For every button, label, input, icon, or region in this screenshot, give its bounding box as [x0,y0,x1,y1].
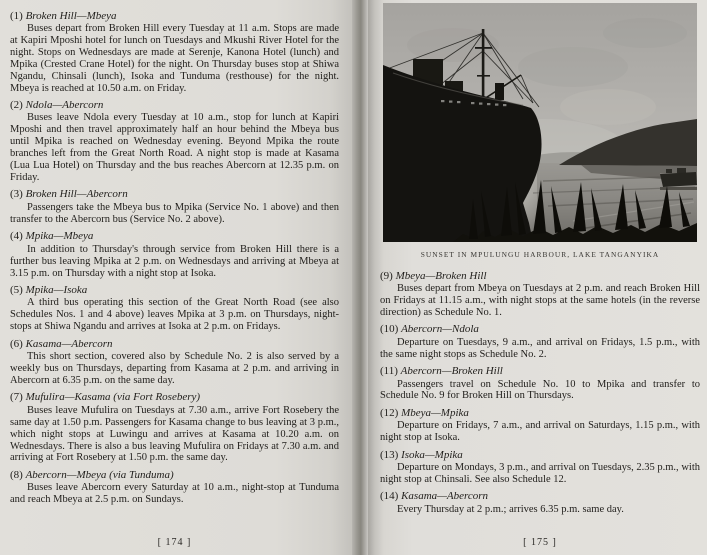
schedule-route: Mbeya—Mpika [401,406,469,419]
schedule-body: Departure on Fridays, 7 a.m., and arrival on Saturdays, 1.15 p.m., with night stop at Isoka. [380,420,700,444]
schedule-heading [380,449,700,461]
schedule-number: (13) [380,448,399,461]
schedule-item [10,226,339,280]
schedule-item [10,184,339,226]
schedule-route: Mbeya—Broken Hill [395,269,487,282]
schedule-route: Kasama—Abercorn [25,337,113,350]
schedule-route: Broken Hill—Mbeya [25,9,117,22]
schedule-body: In addition to Thursday's through service from Broken Hill there is a further bus leaving Mpika at 2 p.m. on Wednesdays and arriving at Mbeya at 3.15 p.m. on Thursday with a night stop at Isoka. [10,243,339,279]
page-number-right: [ 175 ] [523,537,557,548]
schedule-heading [10,188,339,200]
schedule-item [10,464,339,506]
page-gutter [352,0,368,555]
schedule-route: Ndola—Abercorn [25,98,104,111]
schedule-route: Abercorn—Ndola [401,323,479,336]
page-right [368,0,707,555]
schedule-body: Buses depart from Mbeya on Tuesdays at 2 p.m. and reach Broken Hill on Fridays at 11.15 a.m., with night stops at the same hotels (in the reverse direction) as Schedule No. 1. [380,283,700,318]
schedule-route: Abercorn—Mbeya (via Tunduma) [25,468,174,481]
schedule-item [380,402,700,444]
schedule-route: Mpika—Mbeya [25,230,94,243]
schedule-heading [10,338,339,350]
schedule-item [10,5,339,94]
schedule-number: (9) [380,269,393,282]
photo-caption: SUNSET IN MPULUNGU HARBOUR, LAKE TANGANYIKA [420,250,660,259]
right-page-text [368,265,707,548]
schedule-number: (6) [10,337,23,350]
schedule-heading [380,270,700,282]
schedule-number: (3) [10,188,23,201]
schedule-item [380,361,700,403]
schedule-body: Buses leave Mufulira on Tuesdays at 7.30 a.m., arrive Fort Rosebery the same day at 1.50 p.m. Passengers for Kasama change to bus leaving at 3 p.m., which night stops at Luwingu and arrives at Kasama at 10.20 a.m. on Wednesdays. There is also a bus leaving Mufulira on Fridays at 7.30 a.m. and arriving at Fort Rosebery at 1.50 p.m. the same day. [10,404,339,464]
schedule-number: (4) [10,230,23,243]
schedule-item [380,265,700,319]
schedule-number: (10) [380,323,399,336]
schedule-route: Mufulira—Kasama (via Fort Rosebery) [25,391,201,404]
schedule-number: (11) [380,365,398,378]
schedule-heading [380,407,700,419]
schedule-heading [380,490,700,502]
schedule-heading [380,365,700,377]
schedule-heading [10,99,339,111]
schedule-heading [380,323,700,335]
schedule-item [10,94,339,183]
schedule-body: This short section, covered also by Schedule No. 2 is also served by a weekly bus on Thursdays, departing from Kasama at 2 p.m. and arriving in Abercorn at 6.35 p.m. on the same day. [10,351,339,386]
schedule-item [380,319,700,361]
schedule-number: (14) [380,490,399,503]
schedule-item [10,333,339,387]
schedule-heading [10,284,339,296]
page-number-left: [ 174 ] [157,537,192,548]
schedule-body: Buses leave Abercorn every Saturday at 10 a.m., night-stop at Tunduma and reach Mbeya at 2.5 p.m. on Sundays. [10,482,339,506]
schedule-number: (7) [10,391,23,404]
schedule-number: (1) [10,9,23,22]
schedule-number: (12) [380,406,399,419]
schedule-route: Kasama—Abercorn [401,490,489,503]
schedule-body: Passengers take the Mbeya bus to Mpika (Service No. 1 above) and then transfer to the Abercorn bus (Service No. 2 above). [10,201,339,225]
schedule-heading [10,391,339,403]
schedule-body: Departure on Mondays, 3 p.m., and arrival on Tuesdays, 2.35 p.m., with night stop at Chinsali. See also Schedule 12. [380,462,700,486]
schedule-number: (5) [10,283,23,296]
schedule-heading [10,469,339,481]
page-left [0,0,352,555]
schedule-body: Departure on Tuesdays, 9 a.m., and arrival on Fridays, 1.5 p.m., with the same night stops as Schedule No. 2. [380,336,700,360]
schedule-body: Passengers travel on Schedule No. 10 to Mpika and transfer to Schedule No. 9 for Broken Hill on Thursdays. [380,378,700,402]
schedule-item [380,486,700,516]
schedule-item [10,387,339,465]
schedule-route: Isoka—Mpika [401,448,463,461]
schedule-body: Buses leave Ndola every Tuesday at 10 a.m., stop for lunch at Kapiri Mposhi and then travel approximately half an hour behind the Mbeya bus until Mpika is reached on Wednesday evening. Beyond Mpika the route branches left from the Great North Road. A night stop is made at Kasama (Lua Lua Hotel) on Thursday and the bus reaches Abercorn at 12.35 p.m. on Friday. [10,112,339,183]
schedule-item [380,444,700,486]
schedule-number: (2) [10,98,23,111]
schedule-body: Every Thursday at 2 p.m.; arrives 6.35 p.m. same day. [397,503,624,515]
schedule-number: (8) [10,468,23,481]
schedule-route: Abercorn—Broken Hill [400,365,503,378]
harbour-photo-illustration [383,3,697,242]
schedule-item [10,279,339,333]
harbour-photo [383,3,697,242]
schedule-heading [10,230,339,242]
schedule-route: Mpika—Isoka [25,283,88,296]
schedule-body: A third bus operating this section of the Great North Road (see also Schedules Nos. 1 and 4 above) leaves Mpika at 3 p.m. on Thursdays, night-stops at Shiwa Ngandu and arrives at Isoka at 2 p.m. on Fridays. [10,297,339,333]
schedule-route: Broken Hill—Abercorn [25,188,128,201]
schedule-body: Buses depart from Broken Hill every Tuesday at 11 a.m. Stops are made at Kapiri Mposhi hotel for lunch on Tuesdays and Mkushi River Hotel for the night. Stops on Wednesdays are made at Serenje, Kanona Hotel (lunch) and Mpika (Crested Crane Hotel) for the night. On Thursday buses stop at Shiwa Ngandu, Chinsali (lunch), Isoka and Tunduma (resthouse) for the night. Mbeya is reached at 10.50 a.m. on Friday. [10,23,339,94]
schedule-heading [10,10,339,22]
